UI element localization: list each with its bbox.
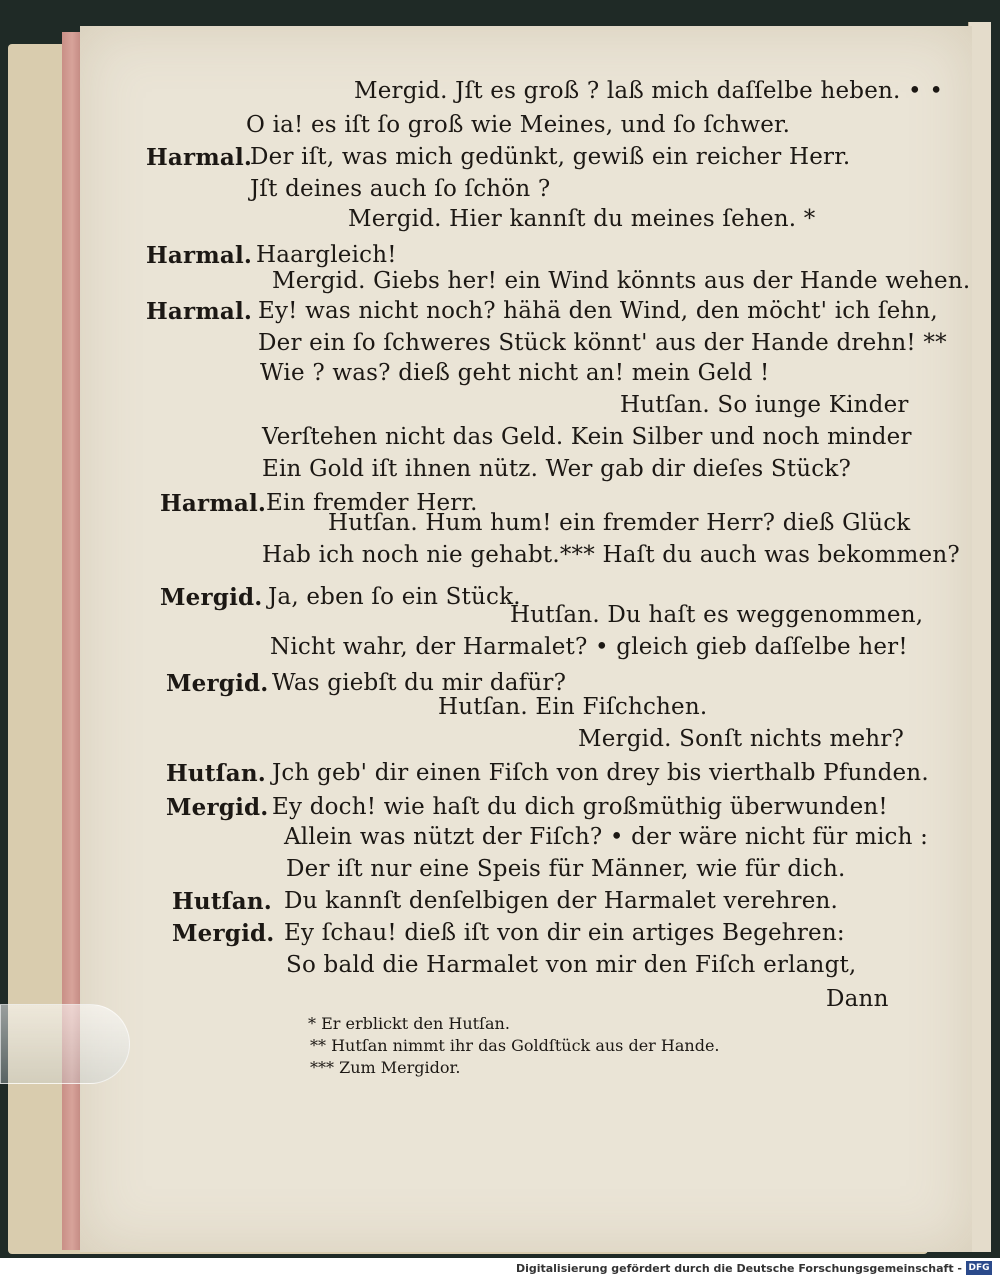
verse-line: Ey! was nicht noch? hähä den Wind, den möcht' ich ſehn, bbox=[258, 298, 938, 324]
verse-line: Jch geb' dir einen Fiſch von drey bis vierthalb Pfunden. bbox=[272, 760, 929, 786]
verse-line: Jſt deines auch ſo ſchön ? bbox=[250, 176, 551, 202]
speaker-label: Harmal. bbox=[160, 490, 267, 517]
verse-line: Verſtehen nicht das Geld. Kein Silber und noch minder bbox=[262, 424, 912, 450]
speaker-label: Harmal. bbox=[146, 144, 253, 171]
verse-line: Der ein ſo ſchweres Stück könnt' aus der Hande drehn! ** bbox=[258, 330, 947, 356]
verse-line: Hab ich noch nie gehabt.*** Haſt du auch was bekommen? bbox=[262, 542, 960, 568]
verse-line: Wie ? was? dieß geht nicht an! mein Geld ! bbox=[260, 360, 770, 386]
verse-line: Du kannſt denſelbigen der Harmalet verehren. bbox=[284, 888, 839, 914]
verse-line: Der iſt nur eine Speis für Männer, wie für dich. bbox=[286, 856, 846, 882]
verse-line: Ey ſchau! dieß iſt von dir ein artiges Begehren: bbox=[284, 920, 845, 946]
speaker-label: Hutſan. bbox=[166, 760, 267, 787]
speaker-label: Mergid. bbox=[166, 794, 269, 821]
verse-line: Mergid. Jſt es groß ? laß mich daſſelbe heben. • • bbox=[354, 78, 944, 104]
verse-line: Der iſt, was mich gedünkt, gewiß ein reicher Herr. bbox=[250, 144, 851, 170]
verse-line: Hutſan. So iunge Kinder bbox=[620, 392, 909, 418]
credit-text: Digitalisierung gefördert durch die Deutsche Forschungsgemeinschaft - bbox=[515, 1262, 962, 1275]
verse-line: O ia! es iſt ſo groß wie Meines, und ſo ſchwer. bbox=[246, 112, 791, 138]
verse-line: Ey doch! wie haſt du dich großmüthig überwunden! bbox=[272, 794, 888, 820]
verse-line: So bald die Harmalet von mir den Fiſch erlangt, bbox=[286, 952, 857, 978]
verse-line: Allein was nützt der Fiſch? • der wäre nicht für mich : bbox=[284, 824, 929, 850]
footnote: *** Zum Mergidor. bbox=[310, 1058, 461, 1077]
verse-line: Haargleich! bbox=[256, 242, 397, 268]
footnote: ** Hutſan nimmt ihr das Goldſtück aus der Hande. bbox=[310, 1036, 720, 1055]
dfg-logo: DFG bbox=[966, 1261, 992, 1275]
footnote: * Er erblickt den Hutſan. bbox=[308, 1014, 510, 1033]
verse-line: Mergid. Hier kannſt du meines ſehen. * bbox=[348, 206, 816, 232]
verse-line: Hutſan. Hum hum! ein fremder Herr? dieß Glück bbox=[328, 510, 911, 536]
verse-line: Was giebſt du mir dafür? bbox=[272, 670, 567, 696]
verse-line: Ein fremder Herr. bbox=[266, 490, 478, 516]
verse-line: Ein Gold iſt ihnen nütz. Wer gab dir dieſes Stück? bbox=[262, 456, 852, 482]
catchword: Dann bbox=[826, 986, 889, 1012]
speaker-label: Harmal. bbox=[146, 298, 253, 325]
verse-line: Ja, eben ſo ein Stück. bbox=[268, 584, 521, 610]
speaker-label: Mergid. bbox=[172, 920, 275, 947]
verse-line: Nicht wahr, der Harmalet? • gleich gieb daſſelbe her! bbox=[270, 634, 908, 660]
verse-line: Hutſan. Ein Fiſchchen. bbox=[438, 694, 708, 720]
speaker-label: Mergid. bbox=[160, 584, 263, 611]
speaker-label: Mergid. bbox=[166, 670, 269, 697]
speaker-label: Hutſan. bbox=[172, 888, 273, 915]
verse-line: Hutſan. Du haſt es weggenommen, bbox=[510, 602, 924, 628]
page-clip bbox=[0, 1004, 130, 1084]
verse-line: Mergid. Giebs her! ein Wind könnts aus der Hande wehen. bbox=[272, 268, 971, 294]
speaker-label: Harmal. bbox=[146, 242, 253, 269]
verse-line: Mergid. Sonſt nichts mehr? bbox=[578, 726, 905, 752]
